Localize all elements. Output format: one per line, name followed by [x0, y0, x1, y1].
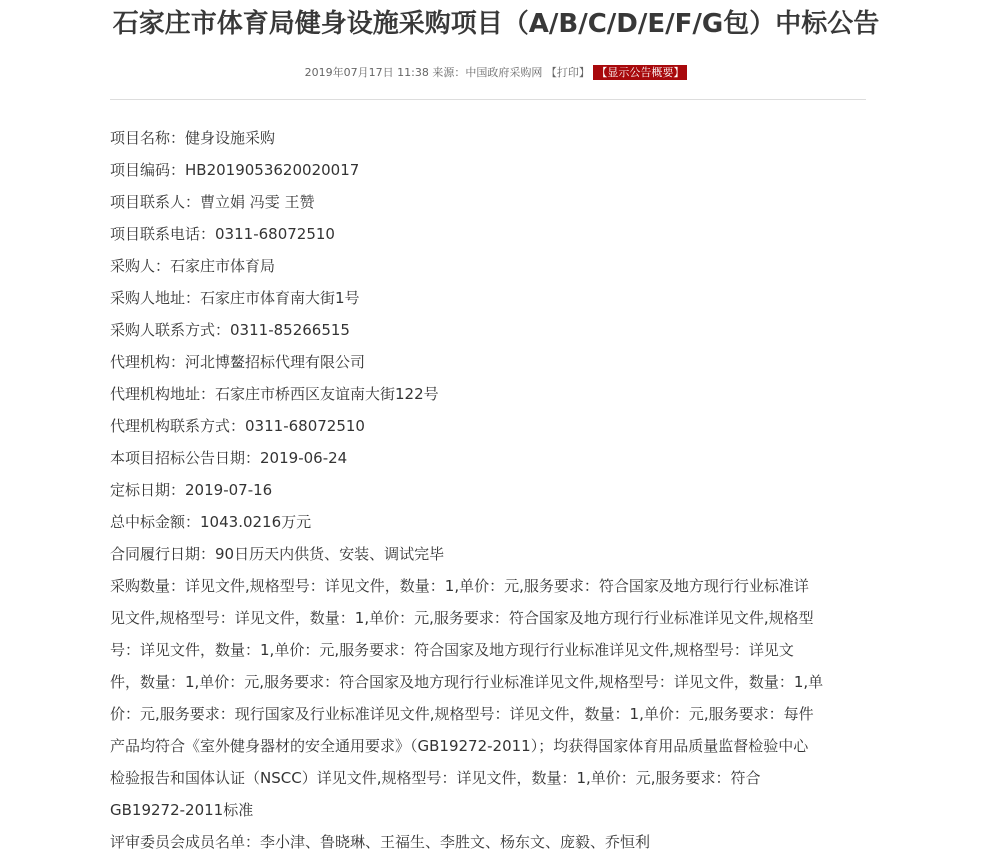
field-label: 总中标金额： — [110, 513, 201, 531]
quantity-text-line: 采购数量：详见文件,规格型号：详见文件，数量：1,单价：元,服务要求：符合国家及地方现行行业标准详 — [110, 577, 809, 595]
field-label: 项目联系人： — [110, 193, 201, 211]
field-purchase-quantity — [110, 570, 870, 826]
field-agency-address — [110, 378, 870, 410]
field-value: 石家庄市体育南大街1号 — [200, 289, 360, 307]
field-value: 1043.0216万元 — [200, 513, 312, 531]
article-meta — [0, 64, 992, 82]
field-value: HB2019053620020017 — [185, 161, 360, 179]
field-value: 0311-68072510 — [215, 225, 335, 243]
field-award-date — [110, 474, 870, 506]
quantity-text-line: 件，数量：1,单价：元,服务要求：符合国家及地方现行行业标准详见文件,规格型号：详见文件，数量：1,单 — [110, 673, 824, 691]
quantity-text-line: 见文件,规格型号：详见文件，数量：1,单价：元,服务要求：符合国家及地方现行行业标准详见文件,规格型 — [110, 609, 814, 627]
field-purchaser-contact — [110, 314, 870, 346]
field-agency-contact — [110, 410, 870, 442]
field-label: 代理机构联系方式： — [110, 417, 246, 435]
field-label: 采购人联系方式： — [110, 321, 231, 339]
field-label: 采购人： — [110, 257, 171, 275]
field-value: 河北博鳌招标代理有限公司 — [185, 353, 366, 371]
field-label: 代理机构： — [110, 353, 186, 371]
field-project-name — [110, 122, 870, 154]
field-label: 评审委员会成员名单： — [110, 833, 261, 851]
field-value: 李小津、鲁晓琳、王福生、李胜文、杨东文、庞毅、乔恒利 — [260, 833, 651, 851]
quantity-text-line: 价：元,服务要求：现行国家及行业标准详见文件,规格型号：详见文件，数量：1,单价：元,服务要求：每件 — [110, 705, 814, 723]
page-title: 石家庄市体育局健身设施采购项目（A/B/C/D/E/F/G包）中标公告 — [112, 9, 880, 39]
field-total-amount — [110, 506, 870, 538]
field-value: 2019-07-16 — [185, 481, 273, 499]
field-value: 0311-68072510 — [245, 417, 365, 435]
field-project-contact — [110, 186, 870, 218]
source-name: 中国政府采购网 — [465, 66, 543, 79]
field-purchaser-address — [110, 282, 870, 314]
field-agency — [110, 346, 870, 378]
field-contract-period — [110, 538, 870, 570]
quantity-text-line: 产品均符合《室外健身器材的安全通用要求》（GB19272-2011）；均获得国家体育用品质量监督检验中心 — [110, 737, 809, 755]
field-value: 健身设施采购 — [185, 129, 276, 147]
field-label: 定标日期： — [110, 481, 186, 499]
field-project-phone — [110, 218, 870, 250]
quantity-text-line: 号：详见文件，数量：1,单价：元,服务要求：符合国家及地方现行行业标准详见文件,规格型号：详见文 — [110, 641, 794, 659]
field-value: 90日历天内供货、安装、调试完毕 — [215, 545, 445, 563]
field-purchaser — [110, 250, 870, 282]
field-value: 石家庄市体育局 — [170, 257, 276, 275]
header-divider — [110, 99, 866, 100]
field-tender-date — [110, 442, 870, 474]
source-label: 来源： — [432, 66, 466, 79]
field-label: 采购人地址： — [110, 289, 201, 307]
field-label: 本项目招标公告日期： — [110, 449, 261, 467]
field-label: 项目名称： — [110, 129, 186, 147]
field-review-committee — [110, 826, 870, 858]
field-label: 项目编码： — [110, 161, 186, 179]
field-value: 0311-85266515 — [230, 321, 350, 339]
field-value: 曹立娟 冯雯 王赞 — [200, 193, 315, 211]
quantity-text-line: GB19272-2011标准 — [110, 801, 254, 819]
field-value: 石家庄市桥西区友谊南大街122号 — [215, 385, 439, 403]
show-summary-button[interactable]: 【显示公告概要】 — [593, 65, 687, 80]
announcement-body — [110, 122, 870, 858]
publish-datetime: 2019年07月17日 11:38 — [304, 66, 429, 79]
field-label: 合同履行日期： — [110, 545, 216, 563]
field-label: 代理机构地址： — [110, 385, 216, 403]
quantity-text-line: 检验报告和国体认证（NSCC）详见文件,规格型号：详见文件，数量：1,单价：元,服务要求：符合 — [110, 769, 761, 787]
field-label: 项目联系电话： — [110, 225, 216, 243]
field-project-code — [110, 154, 870, 186]
print-button[interactable]: 【打印】 — [545, 66, 590, 79]
field-value: 2019-06-24 — [260, 449, 348, 467]
